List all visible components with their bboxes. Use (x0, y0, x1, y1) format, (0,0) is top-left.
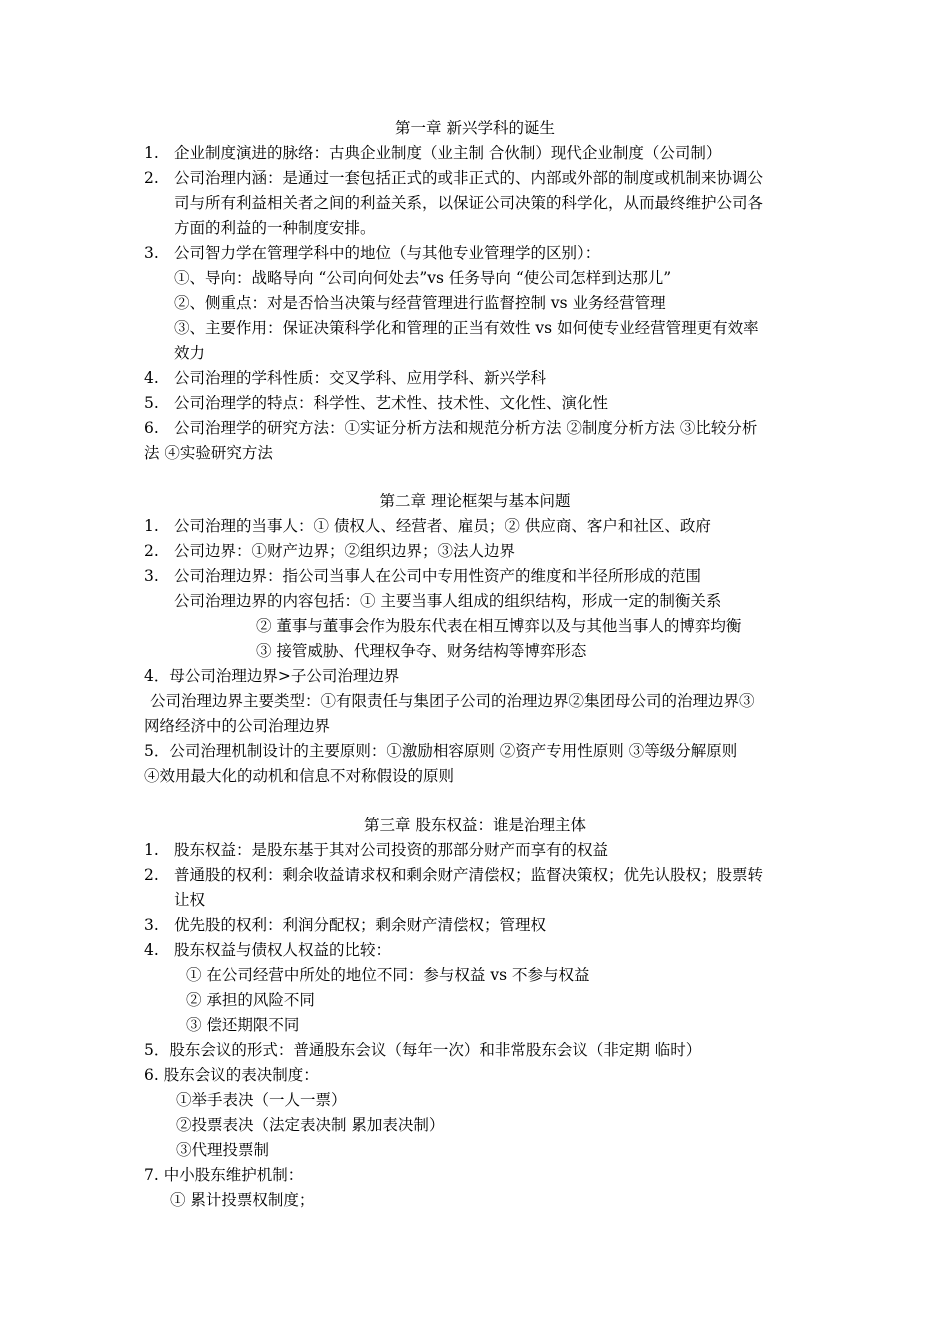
list-item: 公司边界：①财产边界；②组织边界；③法人边界 (174, 542, 516, 560)
list-item: 股东权益与债权人权益的比较： (174, 941, 392, 959)
item-number: 3. (144, 916, 159, 934)
sub-item: ①、导向：战略导向 “公司向何处去”vs 任务导向 “使公司怎样到达那儿” (174, 269, 672, 287)
sub-item: ③ 接管威胁、代理权争夺、财务结构等博弈形态 (256, 642, 587, 660)
list-item: 公司智力学在管理学科中的地位（与其他专业管理学的区别）： (174, 244, 601, 262)
list-item: 公司治理边界主要类型：①有限责任与集团子公司的治理边界②集团母公司的治理边界③ (150, 692, 755, 710)
list-item: 网络经济中的公司治理边界 (144, 717, 331, 735)
item-number: 1. (144, 841, 159, 859)
chapter-3-title: 第三章 股东权益：谁是治理主体 (364, 816, 586, 834)
list-item: 股东权益：是股东基于其对公司投资的那部分财产而享有的权益 (174, 841, 609, 859)
list-item: 公司治理学的特点：科学性、艺术性、技术性、文化性、演化性 (174, 394, 609, 412)
sub-item: ②投票表决（法定表决制 累加表决制） (176, 1116, 445, 1134)
list-item: 公司治理边界：指公司当事人在公司中专用性资产的维度和半径所形成的范围 (174, 567, 702, 585)
sub-item: ②、侧重点：对是否恰当决策与经营管理进行监督控制 vs 业务经营管理 (174, 294, 666, 312)
list-item: 7. 中小股东维护机制： (144, 1166, 304, 1184)
item-number: 6. (144, 419, 159, 437)
list-item: 4．母公司治理边界>子公司治理边界 (144, 667, 400, 685)
chapter-1-title: 第一章 新兴学科的诞生 (395, 119, 555, 137)
item-number: 5. (144, 394, 159, 412)
sub-item: ③、主要作用：保证决策科学化和管理的正当有效性 vs 如何使专业经营管理更有效率 (174, 319, 759, 337)
sub-item: ① 在公司经营中所处的地位不同：参与权益 vs 不参与权益 (186, 966, 590, 984)
item-number: 4. (144, 941, 159, 959)
item-number: 2. (144, 866, 159, 884)
list-item: 5．公司治理机制设计的主要原则：①激励相容原则 ②资产专用性原则 ③等级分解原则 (144, 742, 738, 760)
item-number: 2. (144, 169, 159, 187)
list-item: 普通股的权利：剩余收益请求权和剩余财产清偿权；监督决策权；优先认股权；股票转 (174, 866, 764, 884)
item-number: 3. (144, 244, 159, 262)
list-item: 法 ④实验研究方法 (144, 444, 273, 462)
item-number: 1. (144, 517, 159, 535)
sub-item: ③代理投票制 (176, 1141, 270, 1159)
item-number: 3. (144, 567, 159, 585)
item-number: 4. (144, 369, 159, 387)
item-number: 1. (144, 144, 159, 162)
sub-item: ③ 偿还期限不同 (186, 1016, 300, 1034)
list-item: 方面的利益的一种制度安排。 (174, 219, 376, 237)
list-item: 公司治理的学科性质：交叉学科、应用学科、新兴学科 (174, 369, 547, 387)
list-item: 公司治理内涵：是通过一套包括正式的或非正式的、内部或外部的制度或机制来协调公 (174, 169, 764, 187)
list-item: 让权 (174, 891, 206, 909)
list-item: 司与所有利益相关者之间的利益关系，以保证公司决策的科学化，从而最终维护公司各 (174, 194, 764, 212)
sub-item: ①举手表决（一人一票） (176, 1091, 347, 1109)
list-item: 6. 股东会议的表决制度： (144, 1066, 319, 1084)
list-item: 公司治理学的研究方法：①实证分析方法和规范分析方法 ②制度分析方法 ③比较分析 (174, 419, 758, 437)
sub-item: ② 承担的风险不同 (186, 991, 315, 1009)
list-item: 企业制度演进的脉络：古典企业制度（业主制 合伙制）现代企业制度（公司制） (174, 144, 722, 162)
sub-item: ② 董事与董事会作为股东代表在相互博弈以及与其他当事人的博弈均衡 (256, 617, 742, 635)
item-number: 2. (144, 542, 159, 560)
list-item: 5．股东会议的形式：普通股东会议（每年一次）和非常股东会议（非定期 临时） (144, 1041, 702, 1059)
list-item: ④效用最大化的动机和信息不对称假设的原则 (144, 767, 455, 785)
list-item: 优先股的权利：利润分配权；剩余财产清偿权；管理权 (174, 916, 547, 934)
sub-item: 效力 (174, 344, 206, 362)
chapter-2-title: 第二章 理论框架与基本问题 (379, 492, 571, 510)
sub-item: ① 累计投票权制度； (170, 1191, 315, 1209)
list-item: 公司治理边界的内容包括：① 主要当事人组成的组织结构，形成一定的制衡关系 (174, 592, 722, 610)
list-item: 公司治理的当事人：① 债权人、经营者、雇员；② 供应商、客户和社区、政府 (174, 517, 711, 535)
